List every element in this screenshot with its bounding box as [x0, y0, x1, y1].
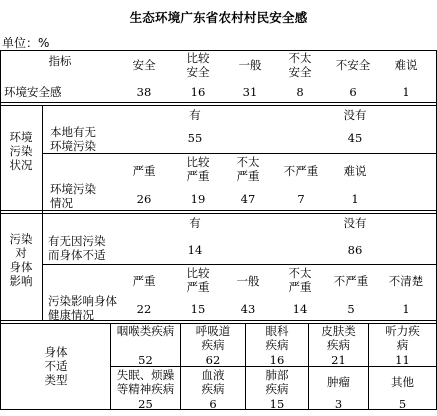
impact-value: 22 [136, 302, 152, 316]
impact-option: 严重 [132, 274, 156, 288]
pollution-no-label: 没有 [343, 108, 367, 122]
header-option: 不安全 [335, 58, 371, 72]
pollution-presence-label: 本地有无 环境污染 [50, 125, 96, 153]
discomfort-no-label: 没有 [343, 216, 367, 230]
severity-option: 不太 严重 [236, 155, 260, 183]
header-option: 安全 [132, 58, 156, 72]
pollution-yes-value: 55 [187, 131, 203, 145]
health-discomfort-label: 有无因污染 而身体不适 [48, 234, 106, 262]
disease-name: 肿瘤 [327, 375, 350, 389]
severity-value: 7 [297, 192, 305, 206]
impact-value: 14 [292, 302, 308, 316]
rule [0, 102, 437, 103]
severity-value: 26 [136, 192, 152, 206]
disease-name: 其他 [391, 375, 414, 389]
severity-option: 不严重 [283, 164, 319, 178]
env-safety-value: 8 [296, 85, 304, 99]
rule [0, 210, 437, 211]
header-option: 比较 安全 [186, 51, 210, 79]
rule [42, 264, 437, 265]
disease-name: 皮肤类 疾病 [321, 324, 356, 352]
impact-option: 一般 [236, 274, 260, 288]
disease-name: 肺部 疾病 [265, 368, 289, 396]
severity-value: 47 [240, 192, 256, 206]
env-safety-value: 31 [242, 85, 258, 99]
health-impact-label: 污染影响身体 健康情况 [48, 294, 117, 322]
impact-option: 不太 严重 [288, 266, 312, 294]
disease-value: 11 [395, 353, 410, 367]
impact-value: 43 [240, 302, 256, 316]
disease-value: 6 [209, 397, 217, 411]
env-safety-value: 1 [402, 85, 410, 99]
rule [0, 50, 1, 409]
pollution-yes-label: 有 [189, 108, 201, 122]
impact-option: 比较 严重 [186, 266, 210, 294]
severity-option: 比较 严重 [186, 155, 210, 183]
header-option: 不太 安全 [288, 51, 312, 79]
disease-name: 眼科 疾病 [265, 324, 289, 352]
impact-value: 15 [190, 302, 206, 316]
disease-name: 呼吸道 疾病 [195, 324, 231, 352]
severity-value: 1 [351, 192, 359, 206]
rule [42, 153, 437, 154]
discomfort-no-value: 86 [347, 243, 363, 257]
header-indicator: 指标 [48, 54, 72, 68]
severity-option: 严重 [132, 164, 156, 178]
impact-option: 不严重 [333, 274, 369, 288]
disease-value: 21 [331, 353, 346, 367]
disease-name: 血液 疾病 [201, 368, 225, 396]
disease-value: 5 [398, 397, 407, 411]
severity-option: 难说 [343, 164, 367, 178]
impact-value: 5 [347, 302, 355, 316]
pollution-no-value: 45 [347, 131, 363, 145]
disease-type-label: 身体 不适 类型 [44, 345, 68, 387]
env-safety-value: 6 [349, 85, 357, 99]
pollution-group-label: 环境 污染 状况 [9, 130, 33, 172]
unit-label: 单位：% [2, 36, 50, 50]
env-safety-value: 38 [136, 85, 152, 99]
disease-value: 3 [334, 397, 343, 411]
disease-name: 听力疾 病 [385, 324, 420, 352]
discomfort-yes-value: 14 [187, 243, 203, 257]
header-option: 一般 [238, 58, 262, 72]
disease-value: 62 [205, 353, 221, 367]
impact-value: 1 [402, 302, 410, 316]
disease-name: 咽喉类疾病 [116, 324, 175, 338]
impact-option: 不清楚 [388, 274, 424, 288]
health-group-label: 污染 对 身体 影响 [9, 232, 33, 288]
env-safety-label: 环境安全感 [4, 85, 62, 99]
disease-value: 25 [138, 397, 153, 411]
table-title: 生态环境广东省农村村民安全感 [129, 10, 308, 25]
rule [0, 213, 437, 214]
discomfort-yes-label: 有 [189, 216, 201, 230]
disease-value: 15 [269, 397, 285, 411]
disease-value: 52 [138, 353, 153, 367]
severity-value: 19 [190, 192, 206, 206]
env-safety-value: 16 [190, 85, 206, 99]
header-option: 难说 [394, 58, 418, 72]
disease-name: 失眠、烦躁 等精神疾病 [116, 368, 175, 396]
disease-value: 16 [269, 353, 285, 367]
rule [0, 105, 437, 106]
pollution-severity-label: 环境污染 情况 [50, 182, 96, 210]
rule [42, 105, 43, 320]
